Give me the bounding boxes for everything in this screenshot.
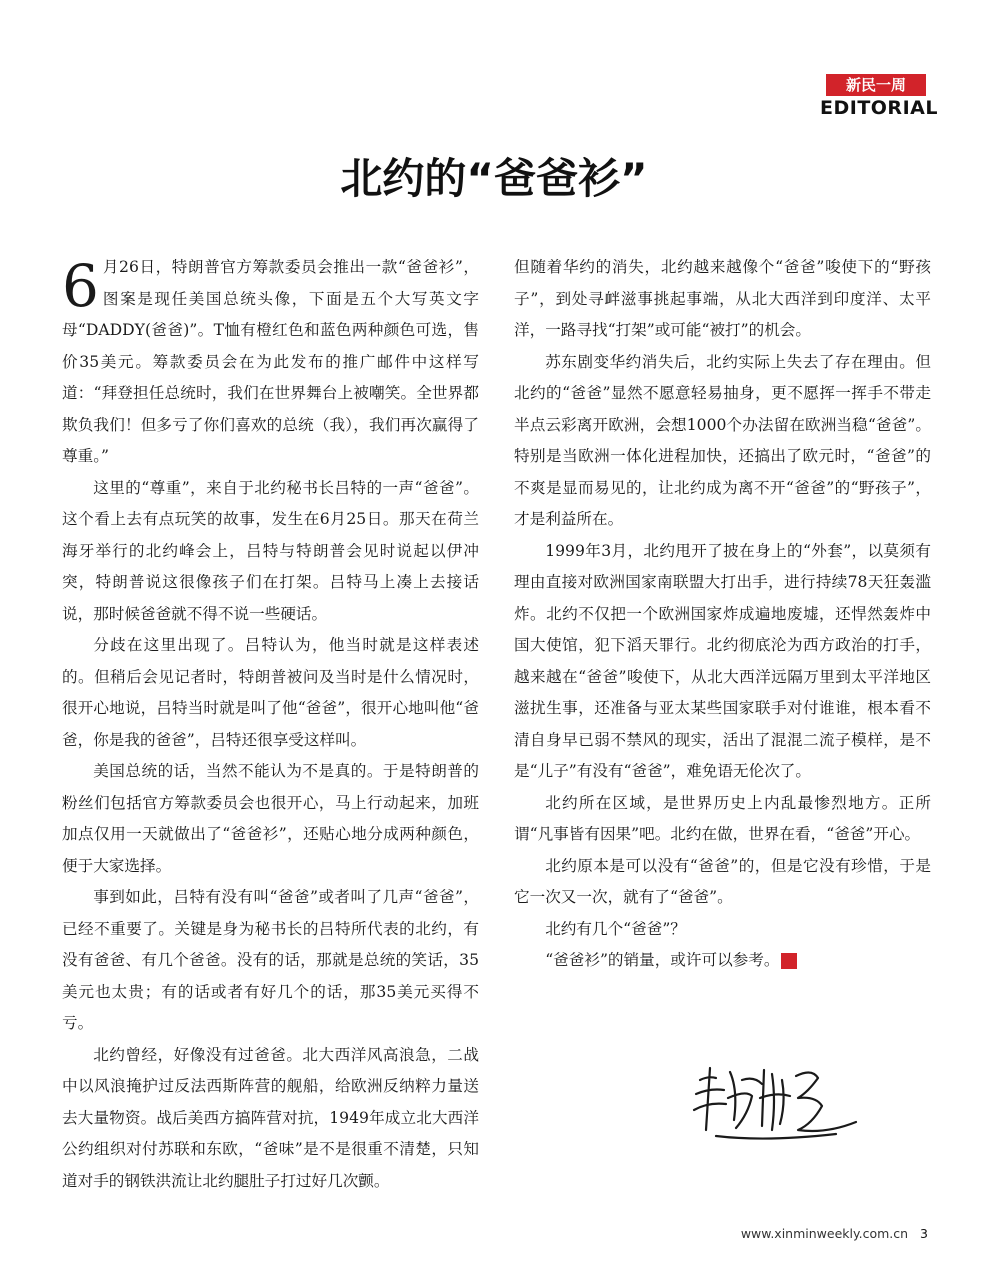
- article-column-right: [514, 252, 931, 977]
- paragraph: 美国总统的话，当然不能认为不是真的。于是特朗普的粉丝们包括官方筹款委员会也很开心，马上行动起来，加班加点仅用一天就做出了“爸爸衫”，还贴心地分成两种颜色，便于大家选择。: [62, 762, 479, 875]
- signature: [686, 1050, 866, 1150]
- paragraph: 北约所在区域，是世界历史上内乱最惨烈地方。正所谓“凡事皆有因果”吧。北约在做，世界在看，“爸爸”开心。: [514, 793, 931, 843]
- paragraph: 这里的“尊重”，来自于北约秘书长吕特的一声“爸爸”。这个看上去有点玩笑的故事，发生在6月25日。那天在荷兰海牙举行的北约峰会上，吕特与特朗普会见时说起以伊冲突，特朗普说这很像孩子们在打架。吕特马上凑上去接话说，那时候爸爸就不得不说一些硬话。: [62, 478, 479, 623]
- footer-url: www.xinminweekly.com.cn: [740, 1226, 909, 1241]
- end-mark-icon: 民: [781, 953, 797, 969]
- article-title: 北约的“爸爸衫”: [340, 154, 648, 203]
- paragraph: “爸爸衫”的销量，或许可以参考。 民: [545, 951, 825, 969]
- page-footer: [700, 1226, 928, 1241]
- paragraph: 1999年3月，北约甩开了披在身上的“外套”，以莫须有理由直接对欧洲国家南联盟大打出手，进行持续78天狂轰滥炸。北约不仅把一个欧洲国家炸成遍地废墟，还悍然轰炸中国大使馆，犯下滔天罪行。北约彻底沦为西方政治的打手，越来越在“爸爸”唆使下，从北大西洋远隔万里到太平洋地区滋扰生事，还准备与亚太某些国家联手对付谁谁，根本看不清自身早已弱不禁风的现实，活出了混混二流子模样，是不是“儿子”有没有“爸爸”，难免语无伦次了。: [514, 541, 931, 780]
- drop-cap: 6: [62, 252, 99, 320]
- paragraph: 北约有几个“爸爸”？: [545, 919, 686, 938]
- paragraph: 北约原本是可以没有“爸爸”的，但是它没有珍惜，于是它一次又一次，就有了“爸爸”。: [514, 856, 931, 906]
- paragraph: 分歧在这里出现了。吕特认为，他当时就是这样表述的。但稍后会见记者时，特朗普被问及当时是什么情况时，很开心地说，吕特当时就是叫了他“爸爸”，很开心地叫他“爸爸，你是我的爸爸”，吕特还很享受这样叫。: [62, 636, 479, 749]
- page-number: 3: [920, 1226, 928, 1241]
- paragraph: 苏东剧变华约消失后，北约实际上失去了存在理由。但北约的“爸爸”显然不愿意轻易抽身，更不愿挥一挥手不带走半点云彩离开欧洲，会想1000个办法留在欧洲当稳“爸爸”。特别是当欧洲一体化进程加快，还搞出了欧元时，“爸爸”的不爽是显而易见的，让北约成为离不开“爸爸”的“野孩子”，才是利益所在。: [514, 352, 931, 528]
- paragraph: 北约曾经，好像没有过爸爸。北大西洋风高浪急，二战中以风浪掩护过反法西斯阵营的舰船，给欧洲反纳粹力量送去大量物资。战后美西方搞阵营对抗，1949年成立北大西洋公约组织对付苏联和东欧，“爸味”是不是很重不清楚，只知道对手的钢铁洪流让北约腿肚子打过好几次颤。: [62, 1045, 479, 1190]
- article-column-left: [62, 252, 479, 1197]
- paragraph: 事到如此，吕特有没有叫“爸爸”或者叫了几声“爸爸”，已经不重要了。关键是身为秘书长的吕特所代表的北约，有没有爸爸、有几个爸爸。没有的话，那就是总统的笑话，35美元也太贵；有的话或者有好几个的话，那35美元买得不亏。: [62, 888, 479, 1032]
- paragraph: 但随着华约的消失，北约越来越像个“爸爸”唆使下的“野孩子”，到处寻衅滋事挑起事端，从北大西洋到印度洋、太平洋，一路寻找“打架”或可能“被打”的机会。: [514, 258, 931, 339]
- section-label: EDITORIAL: [820, 97, 938, 119]
- brand-logo: 新民一周: [826, 74, 926, 96]
- paragraph: 6 月26日，特朗普官方筹款委员会推出一款“爸爸衫”，图案是现任美国总统头像，下面是五个大写英文字母“DADDY(爸爸)”。T恤有橙红色和蓝色两种颜色可选，售价35美元。筹款委员会在为此发布的推广邮件中这样写道：“拜登担任总统时，我们在世界舞台上被嘲笑。全世界都欺负我们！但多亏了你们喜欢的总统（我），我们再次赢得了尊重。”: [62, 252, 479, 465]
